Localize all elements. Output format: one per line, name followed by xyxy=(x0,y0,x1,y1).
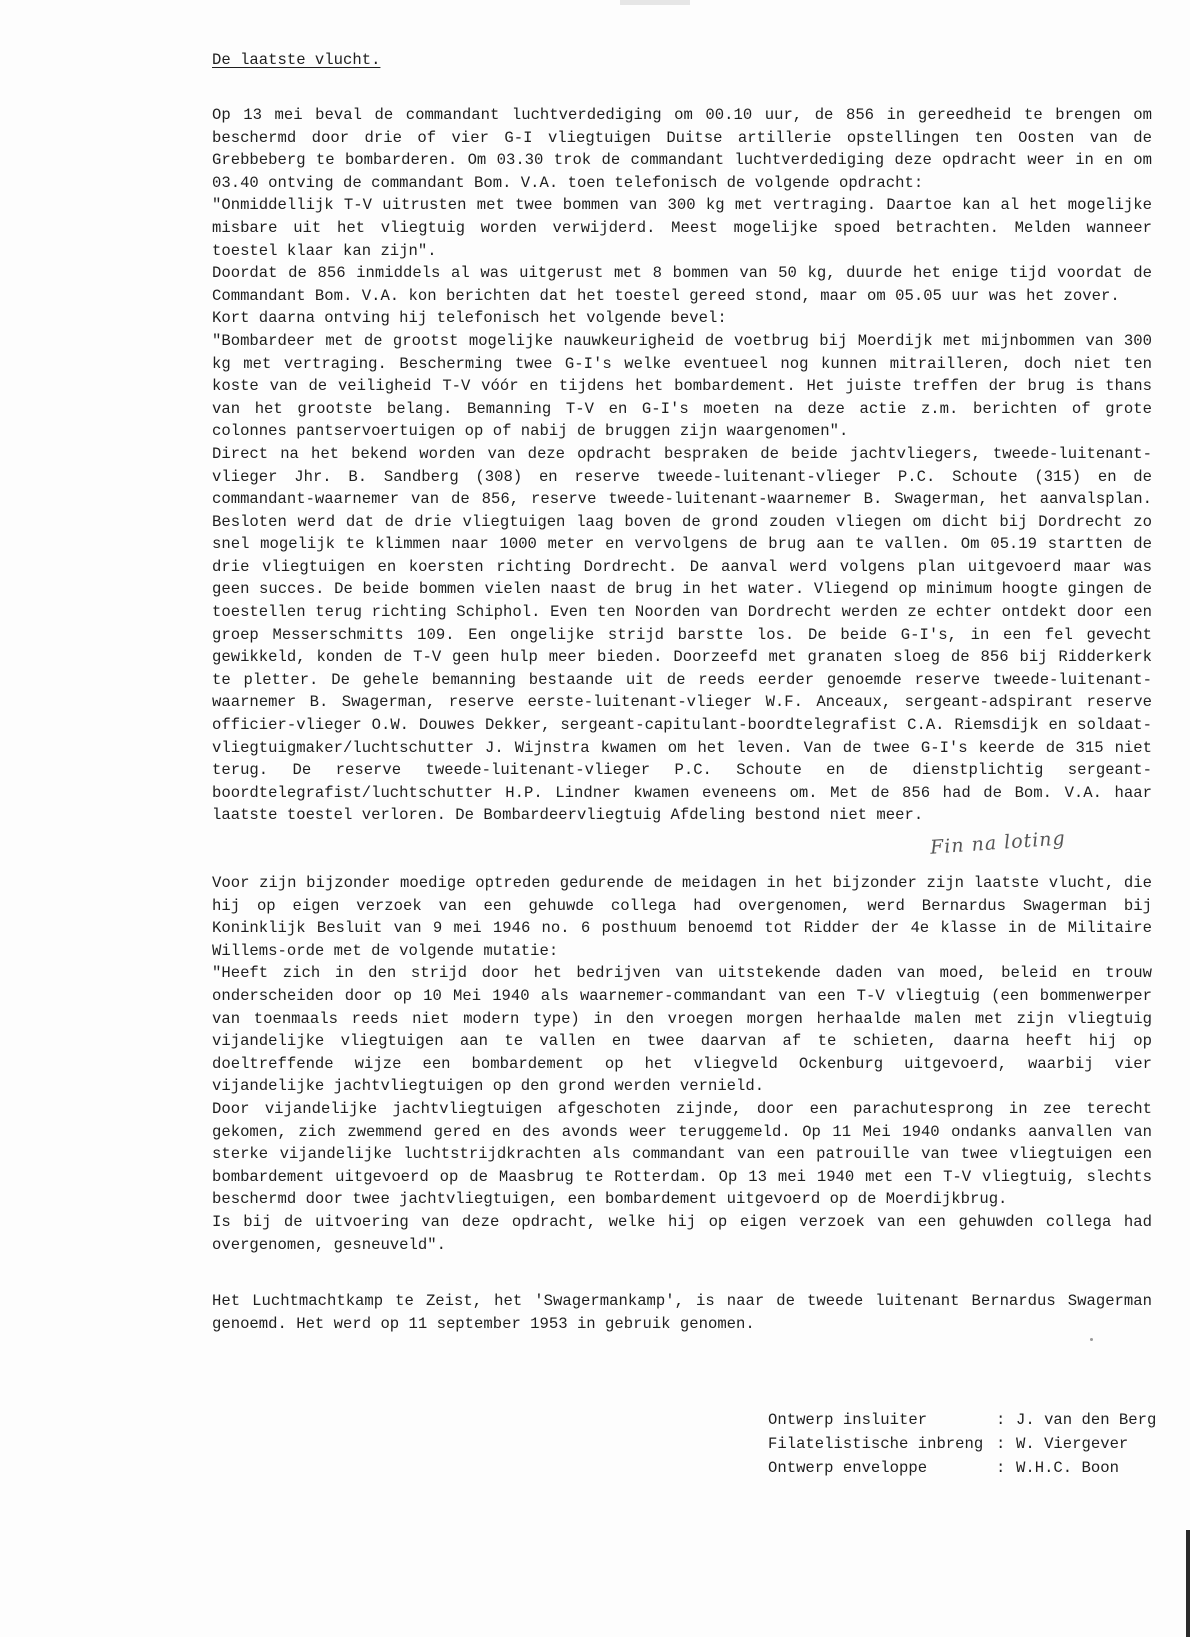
paragraph-mission-account: Direct na het bekend worden van deze opdracht bespraken de beide jachtvliegers, tweede-luitenant-vlieger Jhr. B. Sandberg (308) en reserve tweede-luitenant-vlieger P.C. Schoute (315) en de commandant-waarnemer van de 856, reserve tweede-luitenant-waarnemer B. Swagerman, het aanvalsplan. Besloten werd dat de drie vliegtuigen laag boven de grond zouden vliegen om dicht bij Dordrecht zo snel mogelijk te klimmen naar 1000 meter en vervolgens de brug aan te vallen. Om 05.19 startten de drie vliegtuigen en koersten richting Dordrecht. De aanval werd volgens plan uitgevoerd maar was geen succes. De beide bommen vielen naast de brug in het water. Vliegend op minimum hoogte gingen de toestellen terug richting Schiphol. Even ten Noorden van Dordrecht werden ze echter ontdekt door een groep Messerschmitts 109. Een ongelijke strijd barstte los. De beide G-I's, in een fel gevecht gewikkeld, konden de T-V geen hulp meer bieden. Doorzeefd met granaten sloeg de 856 bij Ridderkerk te pletter. De gehele bemanning bestaande uit de reeds eerder genoemde reserve tweede-luitenant-waarnemer B. Swagerman, reserve eerste-luitenant-vlieger W.F. Anceaux, sergeant-adspirant reserve officier-vlieger O.W. Douwes Dekker, sergeant-capitulant-boordtelegrafist C.A. Riemsdijk en soldaat-vliegtuigmaker/luchtschutter J. Wijnstra kwamen om het leven. Van de twee G-I's keerde de 315 niet terug. De reserve tweede-luitenant-vlieger P.C. Schoute en de dienstplichtig sergeant-boordtelegrafist/luchtschutter H.P. Lindner kwamen eveneens om. Met de 856 had de Bom. V.A. haar laatste toestel verloren. De Bombardeervliegtuig Afdeling bestond niet meer. xyxy=(212,444,1152,825)
credit-row xyxy=(768,1408,1156,1432)
paragraph-preparation: Doordat de 856 inmiddels al was uitgerust met 8 bommen van 50 kg, duurde het enige tijd voordat de Commandant Bom. V.A. kon berichten dat het toestel gereed stond, maar om 05.05 uur was het zover. xyxy=(212,264,1152,305)
closing-section xyxy=(212,1290,1152,1335)
credit-name: W. Viergever xyxy=(1016,1435,1129,1453)
paragraph-order-1: Op 13 mei beval de commandant luchtverdediging om 00.10 uur, de 856 in gereedheid te brengen om beschermd door drie of vier G-I vliegtuigen Duitse artillerie opstellingen ten Oosten van de Grebbeberg te bombarderen. Om 03.30 trok de commandant luchtverdediging deze opdracht weer in en om 03.40 ontving de commandant Bom. V.A. toen telefonisch de volgende opdracht: xyxy=(212,106,1152,192)
handwritten-note: Fin na loting xyxy=(929,827,1067,859)
main-section xyxy=(212,104,1152,827)
paragraph-closing: Het Luchtmachtkamp te Zeist, het 'Swagermankamp', is naar de tweede luitenant Bernardus Swagerman genoemd. Het werd op 11 september 1953 in gebruik genomen. xyxy=(212,1292,1152,1333)
document-title: De laatste vlucht. xyxy=(212,51,381,69)
scan-edge xyxy=(1186,1530,1190,1637)
paragraph-citation-1: "Heeft zich in den strijd door het bedrijven van uitstekende daden van moed, beleid en trouw onderscheiden door op 10 Mei 1940 als waarnemer-commandant van een T-V vliegtuig (een bommenwerper van toenmaals reeds niet modern type) in den vroegen morgen herhaalde malen met zijn vliegtuig vijandelijke vliegtuigen aan te vallen en twee daarvan af te schieten, daarna heeft hij op doeltreffende wijze een bombardement op het vliegveld Ockenburg uitgevoerd, waarbij vier vijandelijke jachtvliegtuigen op den grond werden vernield. xyxy=(212,964,1152,1096)
paragraph-citation-2: Door vijandelijke jachtvliegtuigen afgeschoten zijnde, door een parachutesprong in zee terecht gekomen, zich zwemmend gered en des avonds weer teruggemeld. Op 11 Mei 1940 ondanks aanvallen van sterke vijandelijke luchtstrijdkrachten als commandant van een patrouille van twee vliegtuigen een bombardement uitgevoerd op de Maasbrug te Rotterdam. Op 13 mei 1940 met een T-V vliegtuig, slechts beschermd door twee jachtvliegtuigen, een bombardement uitgevoerd op de Moerdijkbrug. xyxy=(212,1099,1152,1209)
credit-row xyxy=(768,1456,1156,1480)
paragraph-order-quote: "Onmiddellijk T-V uitrusten met twee bommen van 300 kg met vertraging. Daartoe kan al het mogelijke misbare uit het vliegtuig worden verwijderd. Meest mogelijke spoed betrachten. Melden wanneer toestel klaar kan zijn". xyxy=(212,196,1152,260)
credit-separator: : xyxy=(996,1411,1006,1429)
paragraph-order-2-intro: Kort daarna ontving hij telefonisch het volgende bevel: xyxy=(212,309,727,328)
credit-role: Ontwerp insluiter xyxy=(768,1411,928,1429)
paragraph-decoration: Voor zijn bijzonder moedige optreden gedurende de meidagen in het bijzonder zijn laatste vlucht, die hij op eigen verzoek van een gehuwde collega had overgenomen, werd Bernardus Swagerman bij Koninklijk Besluit van 9 mei 1946 no. 6 posthuum benoemd tot Ridder der 4e klasse in de Militaire Willems-orde met de volgende mutatie: xyxy=(212,874,1152,960)
credit-row xyxy=(768,1432,1156,1456)
paragraph-citation-3: Is bij de uitvoering van deze opdracht, welke hij op eigen verzoek van een gehuwden collega had overgenomen, gesneuveld". xyxy=(212,1212,1152,1254)
credit-separator: : xyxy=(996,1435,1006,1453)
scan-mark xyxy=(620,0,690,5)
credits-block xyxy=(768,1408,1156,1480)
credit-name: J. van den Berg xyxy=(1016,1411,1157,1429)
credit-name: W.H.C. Boon xyxy=(1016,1459,1119,1477)
credit-role: Filatelistische inbreng xyxy=(768,1435,984,1453)
honor-section xyxy=(212,872,1152,1256)
credit-role: Ontwerp enveloppe xyxy=(768,1459,928,1477)
credit-separator: : xyxy=(996,1459,1006,1477)
scan-speck xyxy=(1090,1338,1093,1341)
paragraph-order-2-quote: "Bombardeer met de grootst mogelijke nauwkeurigheid de voetbrug bij Moerdijk met mijnbommen van 300 kg met vertraging. Bescherming twee G-I's welke eventueel nog kunnen mitrailleren, doch niet ten koste van de veiligheid T-V vóór en tijdens het bombardement. Het juiste treffen der brug is thans van het grootste belang. Bemanning T-V en G-I's moeten na deze actie z.m. berichten of grote colonnes pantservoertuigen op of nabij de bruggen zijn waargenomen". xyxy=(212,331,1152,441)
